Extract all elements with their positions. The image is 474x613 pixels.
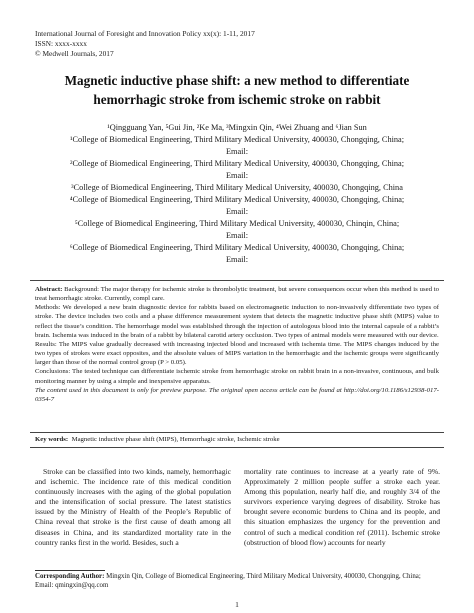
author-names: ¹Qingguang Yan, ⁵Gui Jin, ²Ke Ma, ³Mingxin Qin, ⁴Wei Zhuang and ⁶Jian Sun bbox=[107, 123, 367, 132]
journal-citation: International Journal of Foresight and Innovation Policy xx(x): 1-11, 2017 bbox=[35, 29, 255, 38]
affiliation-1-email: Email: bbox=[225, 147, 249, 156]
keywords-text: Magnetic inductive phase shift (MIPS), Hemorrhagic stroke, Ischemic stroke bbox=[71, 436, 280, 443]
affiliation-4: ⁴College of Biomedical Engineering, Third Military Medical University, 400030, Chongqing, China; bbox=[69, 195, 405, 204]
keywords bbox=[35, 435, 439, 444]
affiliation-2: ²College of Biomedical Engineering, Third Military Medical University, 400030, Chongqing, China; bbox=[69, 159, 405, 168]
affiliation-1: ¹College of Biomedical Engineering, Third Military Medical University, 400030, Chongqing, China; bbox=[69, 135, 405, 144]
abstract-methods: Methods: We developed a new brain diagnostic device for rabbits based on electromagnetic induction to non-invasively differentiate two types of stroke. The device includes two coils and a phase difference measurement system that detects the magnetic inductive phase shift (MIPS) value to reflect the tissue’s condition. The hemorrhage model was established through the injection of autologous blood into the internal capsule of a rabbit’s brain. Ischemia was induced in the brain of a rabbit by bilateral carotid artery occlusion. Two types of animal models were measured with our device. bbox=[35, 304, 439, 339]
affiliation-6-email: Email: bbox=[225, 255, 249, 264]
footnote-rule bbox=[35, 570, 105, 571]
affiliation-2-email: Email: bbox=[225, 171, 249, 180]
corresponding-author-text: Mingxin Qin, College of Biomedical Engineering, Third Military Medical University, 400030, Chongqing, China; Email: qmingxin@qq.com bbox=[35, 573, 421, 589]
page-number: 1 bbox=[235, 600, 239, 609]
corresponding-author bbox=[35, 572, 439, 590]
paper-title-line-2: hemorrhagic stroke from ischemic stroke on rabbit bbox=[93, 92, 381, 107]
preview-note-text: The content used in this document is only for preview purpose. The original open access article can be found at http://doi.org/10.1186/s12938-017-0354-7 bbox=[35, 386, 439, 403]
abstract-top-rule bbox=[30, 280, 444, 281]
affiliation-3: ³College of Biomedical Engineering, Third Military Medical University, 400030, Chongqing, China bbox=[71, 183, 403, 192]
abstract-background bbox=[35, 285, 439, 303]
paper-title-line-1: Magnetic inductive phase shift: a new method to differentiate bbox=[64, 73, 410, 88]
keywords-rule bbox=[30, 447, 444, 448]
abstract bbox=[35, 285, 439, 404]
abstract-conclusions: Conclusions: The tested technique can differentiate ischemic stroke from hemorrhagic stroke on rabbit brain in a non-invasive, continuous, and bulk monitoring manner by using a simple and inexpensive apparatus. bbox=[35, 368, 439, 385]
body-column-left: Stroke can be classified into two kinds, namely, hemorrhagic and ischemic. The incidence rate of this medical condition continuously increases with the aging of the global population and the intensification of social pressure. The latest statistics issued by the Ministry of Health of the People’s Republic of China reveal that stroke is the first cause of death among all diseases in China, and its standardized mortality rate in the country ranks first in the world. Besides, such a bbox=[35, 467, 231, 547]
preview-note bbox=[35, 386, 439, 404]
copyright-line: © Medwell Journals, 2017 bbox=[35, 49, 114, 58]
keywords-label: Key words: bbox=[35, 436, 69, 443]
affiliation-5-email: Email: bbox=[225, 231, 249, 240]
abstract-results: Results: The MIPS value gradually decreased with increasing injected blood and increased with ischemia time. The MIPS changes induced by the two types of strokes were exact opposites, and the absolute values of MIPS variation in the hemorrhagic and the ischemic groups were significantly larger than those of the normal control group (P > 0.05). bbox=[35, 340, 439, 367]
body-column-right: mortality rate continues to increase at a yearly rate of 9%. Approximately 2 million people suffer a stroke each year. Among this population, nearly half die, and roughly 3/4 of the survivors experience varying degrees of disability. Stroke has brought severe economic burdens to China and its people, and this situation emphasizes the urgency for the prevention and control of such a medical condition ref (2011). Ischemic stroke (obstruction of blood flow) accounts for nearly bbox=[244, 467, 440, 547]
abstract-label: Abstract: bbox=[35, 286, 63, 293]
affiliation-4-email: Email: bbox=[225, 207, 249, 216]
issn-line: ISSN: xxxx-xxxx bbox=[35, 39, 87, 48]
corresponding-author-label: Corresponding Author: bbox=[35, 573, 105, 580]
affiliation-6: ⁶College of Biomedical Engineering, Third Military Medical University, 400030, Chongqing, China; bbox=[69, 243, 405, 252]
abstract-background-text: Background: The major therapy for ischemic stroke is thrombolytic treatment, but severe consequences occur when this method is used to treat hemorrhagic stroke. Currently, compl care. bbox=[35, 286, 439, 303]
abstract-bottom-rule bbox=[30, 432, 444, 433]
affiliation-5: ⁵College of Biomedical Engineering, Third Military Medical University, 400030, Chinqin, China; bbox=[74, 219, 400, 228]
